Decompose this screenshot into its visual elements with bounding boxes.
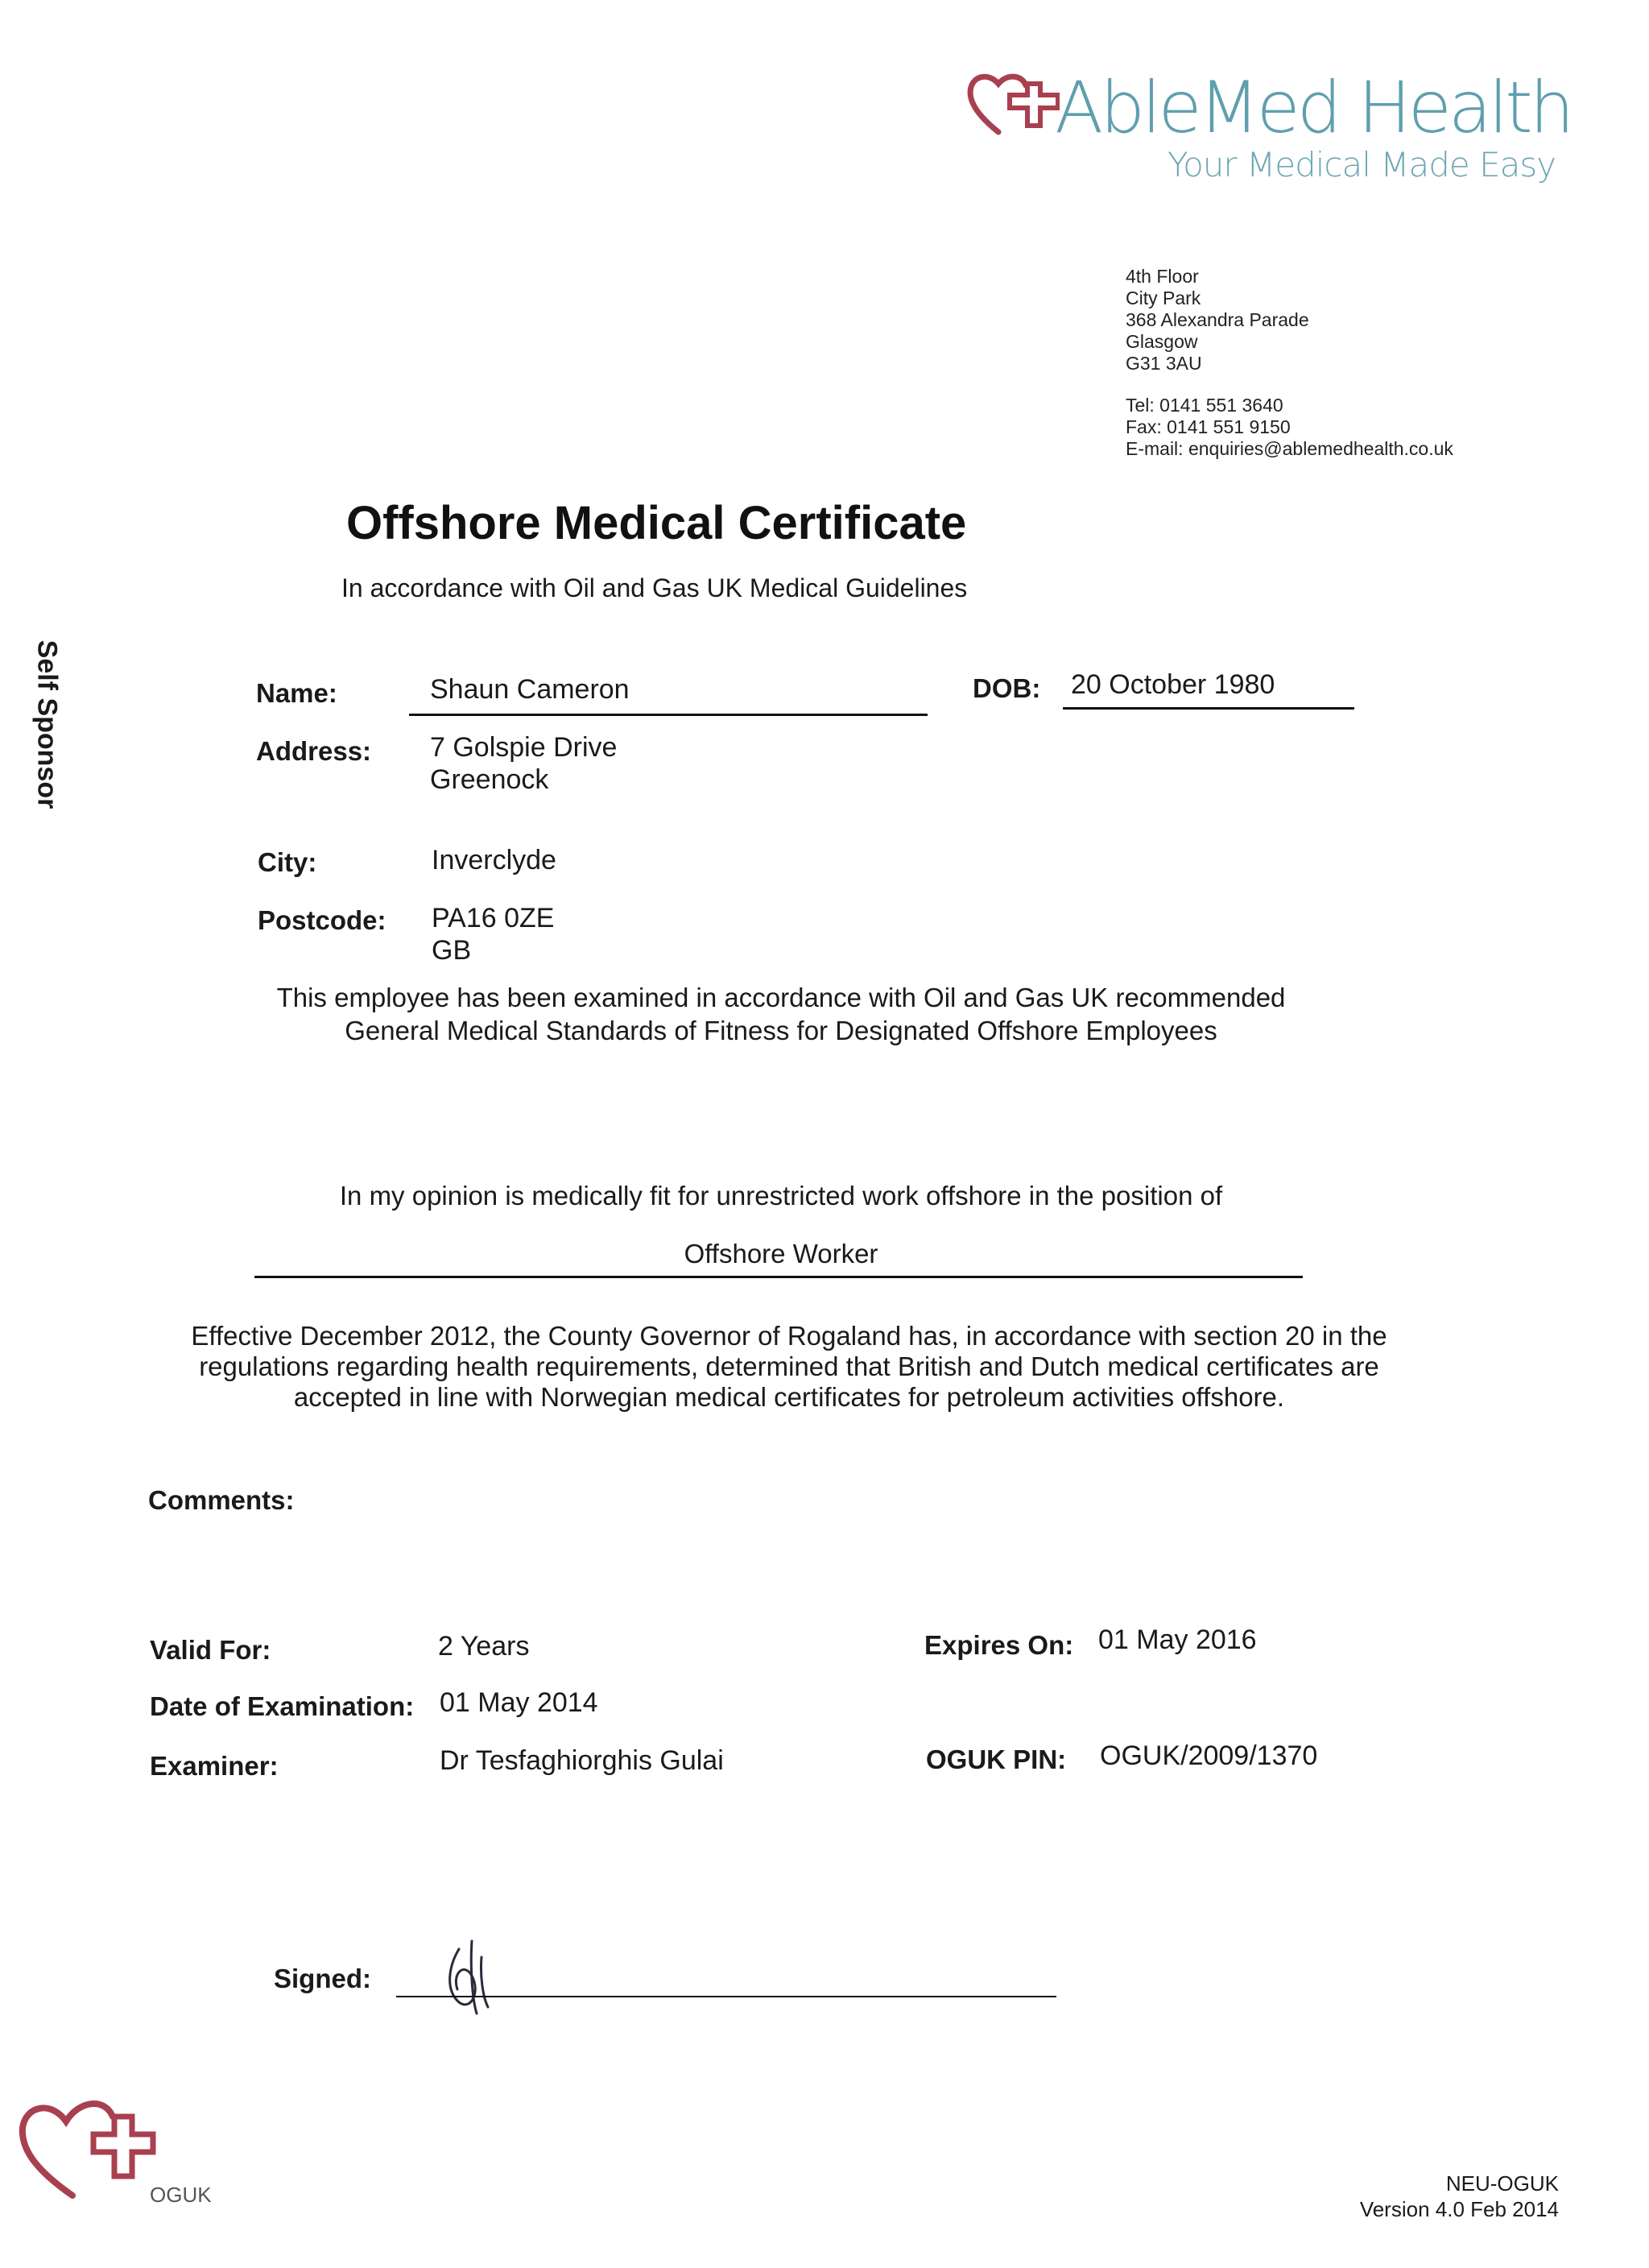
examiner-value: Dr Tesfaghiorghis Gulai xyxy=(440,1745,724,1776)
signature-icon xyxy=(435,1933,507,2022)
statement-line: accepted in line with Norwegian medical certificates for petroleum activities offshore. xyxy=(293,1382,1285,1412)
address-line: 368 Alexandra Parade xyxy=(1126,309,1309,330)
form-version: Version 4.0 Feb 2014 xyxy=(1359,2197,1559,2221)
valid-for-label: Valid For: xyxy=(150,1635,271,1665)
valid-for-value: 2 Years xyxy=(438,1631,530,1662)
oguk-logo-text: OGUK xyxy=(150,2183,212,2207)
fax-line: Fax: 0141 551 9150 xyxy=(1126,416,1291,437)
dob-value: 20 October 1980 xyxy=(1071,669,1275,700)
clinic-address xyxy=(1126,266,1309,375)
expires-value: 01 May 2016 xyxy=(1098,1624,1257,1655)
name-underline xyxy=(409,714,928,716)
postcode-label: Postcode: xyxy=(258,905,386,935)
self-sponsor-label: Self Sponsor xyxy=(31,639,63,809)
address-line-2: Greenock xyxy=(430,764,549,795)
oguk-pin-value: OGUK/2009/1370 xyxy=(1100,1740,1318,1771)
address-line: 4th Floor xyxy=(1126,266,1199,287)
city-value: Inverclyde xyxy=(432,845,556,875)
oguk-pin-label: OGUK PIN: xyxy=(926,1744,1067,1774)
brand-name: AbleMed Health xyxy=(1055,66,1572,149)
position-underline xyxy=(254,1276,1303,1278)
phone-line: Tel: 0141 551 3640 xyxy=(1126,395,1283,416)
name-label: Name: xyxy=(256,678,337,708)
statement-line: regulations regarding health requirements, determined that British and Dutch medical certificates are xyxy=(199,1351,1379,1381)
examination-statement xyxy=(209,981,1353,1047)
heart-cross-logo-icon xyxy=(966,71,1060,139)
country-value: GB xyxy=(432,935,472,966)
city-label: City: xyxy=(258,847,317,877)
exam-date-label: Date of Examination: xyxy=(150,1691,415,1721)
fitness-opinion: In my opinion is medically fit for unrestricted work offshore in the position of xyxy=(339,1181,1223,1211)
norway-recognition-statement xyxy=(105,1321,1473,1413)
certificate-subtitle: In accordance with Oil and Gas UK Medical Guidelines xyxy=(341,573,968,602)
address-line: City Park xyxy=(1126,288,1201,308)
postcode-value: PA16 0ZE xyxy=(432,903,555,933)
brand-tagline: Your Medical Made Easy xyxy=(1168,145,1556,184)
position-value: Offshore Worker xyxy=(684,1239,878,1269)
examiner-label: Examiner: xyxy=(150,1751,279,1781)
expires-label: Expires On: xyxy=(924,1630,1074,1660)
email-line: E-mail: enquiries@ablemedhealth.co.uk xyxy=(1126,438,1453,459)
comments-label: Comments: xyxy=(148,1485,295,1515)
signature-line xyxy=(396,1996,1056,1997)
address-label: Address: xyxy=(256,736,372,766)
address-line-1: 7 Golspie Drive xyxy=(430,732,618,763)
address-line: Glasgow xyxy=(1126,331,1198,352)
form-code: NEU-OGUK xyxy=(1445,2171,1559,2196)
dob-underline xyxy=(1063,707,1354,710)
statement-line: General Medical Standards of Fitness for Designated Offshore Employees xyxy=(345,1016,1217,1045)
name-value: Shaun Cameron xyxy=(430,674,630,705)
dob-label: DOB: xyxy=(973,673,1041,703)
statement-line: This employee has been examined in accordance with Oil and Gas UK recommended xyxy=(276,983,1286,1012)
signed-label: Signed: xyxy=(274,1964,371,1993)
exam-date-value: 01 May 2014 xyxy=(440,1687,598,1718)
certificate-title: Offshore Medical Certificate xyxy=(346,497,967,549)
address-line: G31 3AU xyxy=(1126,353,1202,374)
clinic-contact xyxy=(1126,395,1453,460)
statement-line: Effective December 2012, the County Governor of Rogaland has, in accordance with section 20 in the xyxy=(191,1321,1387,1351)
